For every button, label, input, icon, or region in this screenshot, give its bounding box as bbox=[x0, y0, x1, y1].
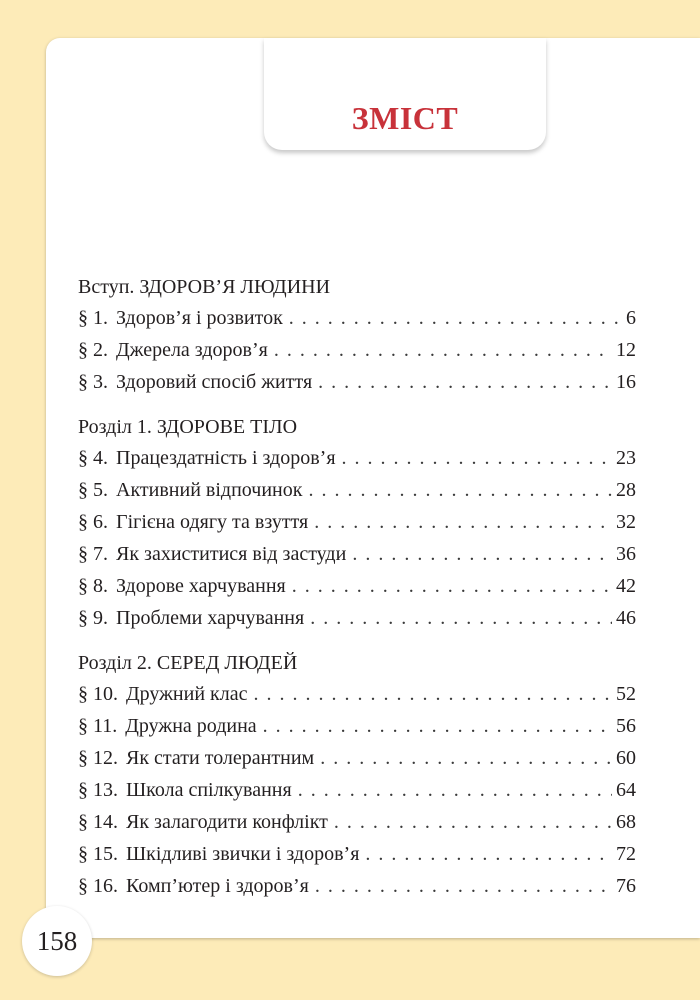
dot-leader bbox=[308, 474, 612, 506]
table-of-contents bbox=[78, 272, 636, 916]
entry-page-number: 46 bbox=[616, 607, 636, 629]
entry-page-number: 6 bbox=[626, 307, 636, 329]
toc-section bbox=[78, 272, 636, 398]
entry-label: Здорове харчування bbox=[116, 575, 286, 597]
toc-section bbox=[78, 412, 636, 634]
entry-label: Як захиститися від застуди bbox=[116, 543, 347, 565]
entry-label: Джерела здоров’я bbox=[116, 339, 268, 361]
toc-entry[interactable] bbox=[78, 366, 636, 398]
toc-entry[interactable] bbox=[78, 710, 636, 742]
entry-label: Школа спілкування bbox=[126, 779, 292, 801]
entry-label: Дружна родина bbox=[125, 715, 257, 737]
title-tab bbox=[264, 38, 546, 150]
dot-leader bbox=[342, 442, 612, 474]
dot-leader bbox=[318, 366, 612, 398]
toc-entry[interactable] bbox=[78, 302, 636, 334]
entry-label: Здоров’я і розвиток bbox=[116, 307, 283, 329]
entry-page-number: 76 bbox=[616, 875, 636, 897]
page-title: ЗМІСТ bbox=[351, 99, 459, 136]
toc-entry[interactable] bbox=[78, 506, 636, 538]
entry-number: § 12. bbox=[78, 747, 118, 769]
entry-page-number: 12 bbox=[616, 339, 636, 361]
entry-label: Дружний клас bbox=[126, 683, 248, 705]
toc-entry[interactable] bbox=[78, 442, 636, 474]
entry-page-number: 23 bbox=[616, 447, 636, 469]
dot-leader bbox=[334, 806, 612, 838]
entry-page-number: 36 bbox=[616, 543, 636, 565]
page-number: 158 bbox=[36, 925, 78, 956]
entry-page-number: 60 bbox=[616, 747, 636, 769]
entry-number: § 6. bbox=[78, 511, 108, 533]
entry-label: Працездатність і здоров’я bbox=[116, 447, 336, 469]
entry-page-number: 72 bbox=[616, 843, 636, 865]
entry-number: § 16. bbox=[78, 875, 118, 897]
entry-page-number: 28 bbox=[616, 479, 636, 501]
dot-leader bbox=[289, 302, 622, 334]
entry-page-number: 56 bbox=[616, 715, 636, 737]
entry-label: Як стати толерантним bbox=[126, 747, 315, 769]
toc-entry[interactable] bbox=[78, 678, 636, 710]
entry-label: Проблеми харчування bbox=[116, 607, 305, 629]
entry-number: § 10. bbox=[78, 683, 118, 705]
entry-label: Активний відпочинок bbox=[116, 479, 303, 501]
entry-label: Комп’ютер і здоров’я bbox=[126, 875, 309, 897]
toc-entry[interactable] bbox=[78, 570, 636, 602]
entry-number: § 3. bbox=[78, 371, 108, 393]
entry-label: Як залагодити конфлікт bbox=[126, 811, 328, 833]
dot-leader bbox=[274, 334, 612, 366]
toc-entry[interactable] bbox=[78, 602, 636, 634]
dot-leader bbox=[310, 602, 612, 634]
entry-page-number: 42 bbox=[616, 575, 636, 597]
dot-leader bbox=[263, 710, 612, 742]
dot-leader bbox=[314, 506, 612, 538]
toc-entry[interactable] bbox=[78, 474, 636, 506]
entry-label: Гігієна одягу та взуття bbox=[116, 511, 309, 533]
toc-entry[interactable] bbox=[78, 742, 636, 774]
entry-number: § 9. bbox=[78, 607, 108, 629]
toc-entry[interactable] bbox=[78, 806, 636, 838]
toc-entry[interactable] bbox=[78, 870, 636, 902]
dot-leader bbox=[254, 678, 613, 710]
entry-page-number: 16 bbox=[616, 371, 636, 393]
section-title: Розділ 2. СЕРЕД ЛЮДЕЙ bbox=[78, 652, 298, 674]
dot-leader bbox=[365, 838, 612, 870]
toc-entry[interactable] bbox=[78, 774, 636, 806]
entry-page-number: 64 bbox=[616, 779, 636, 801]
entry-page-number: 52 bbox=[616, 683, 636, 705]
entry-number: § 14. bbox=[78, 811, 118, 833]
entry-number: § 2. bbox=[78, 339, 108, 361]
entry-number: § 1. bbox=[78, 307, 108, 329]
entry-number: § 15. bbox=[78, 843, 118, 865]
entry-number: § 8. bbox=[78, 575, 108, 597]
page-number-badge bbox=[22, 906, 92, 976]
section-title: Розділ 1. ЗДОРОВЕ ТІЛО bbox=[78, 416, 298, 438]
dot-leader bbox=[298, 774, 612, 806]
dot-leader bbox=[320, 742, 612, 774]
entry-page-number: 68 bbox=[616, 811, 636, 833]
dot-leader bbox=[352, 538, 612, 570]
toc-section bbox=[78, 648, 636, 902]
entry-number: § 5. bbox=[78, 479, 108, 501]
entry-number: § 7. bbox=[78, 543, 108, 565]
dot-leader bbox=[315, 870, 612, 902]
entry-label: Здоровий спосіб життя bbox=[116, 371, 313, 393]
toc-entry[interactable] bbox=[78, 334, 636, 366]
entry-page-number: 32 bbox=[616, 511, 636, 533]
section-title: Вступ. ЗДОРОВ’Я ЛЮДИНИ bbox=[78, 276, 331, 298]
entry-number: § 13. bbox=[78, 779, 118, 801]
entry-number: § 4. bbox=[78, 447, 108, 469]
dot-leader bbox=[292, 570, 612, 602]
toc-entry[interactable] bbox=[78, 538, 636, 570]
entry-number: § 11. bbox=[78, 715, 118, 737]
toc-entry[interactable] bbox=[78, 838, 636, 870]
entry-label: Шкідливі звички і здоров’я bbox=[126, 843, 360, 865]
